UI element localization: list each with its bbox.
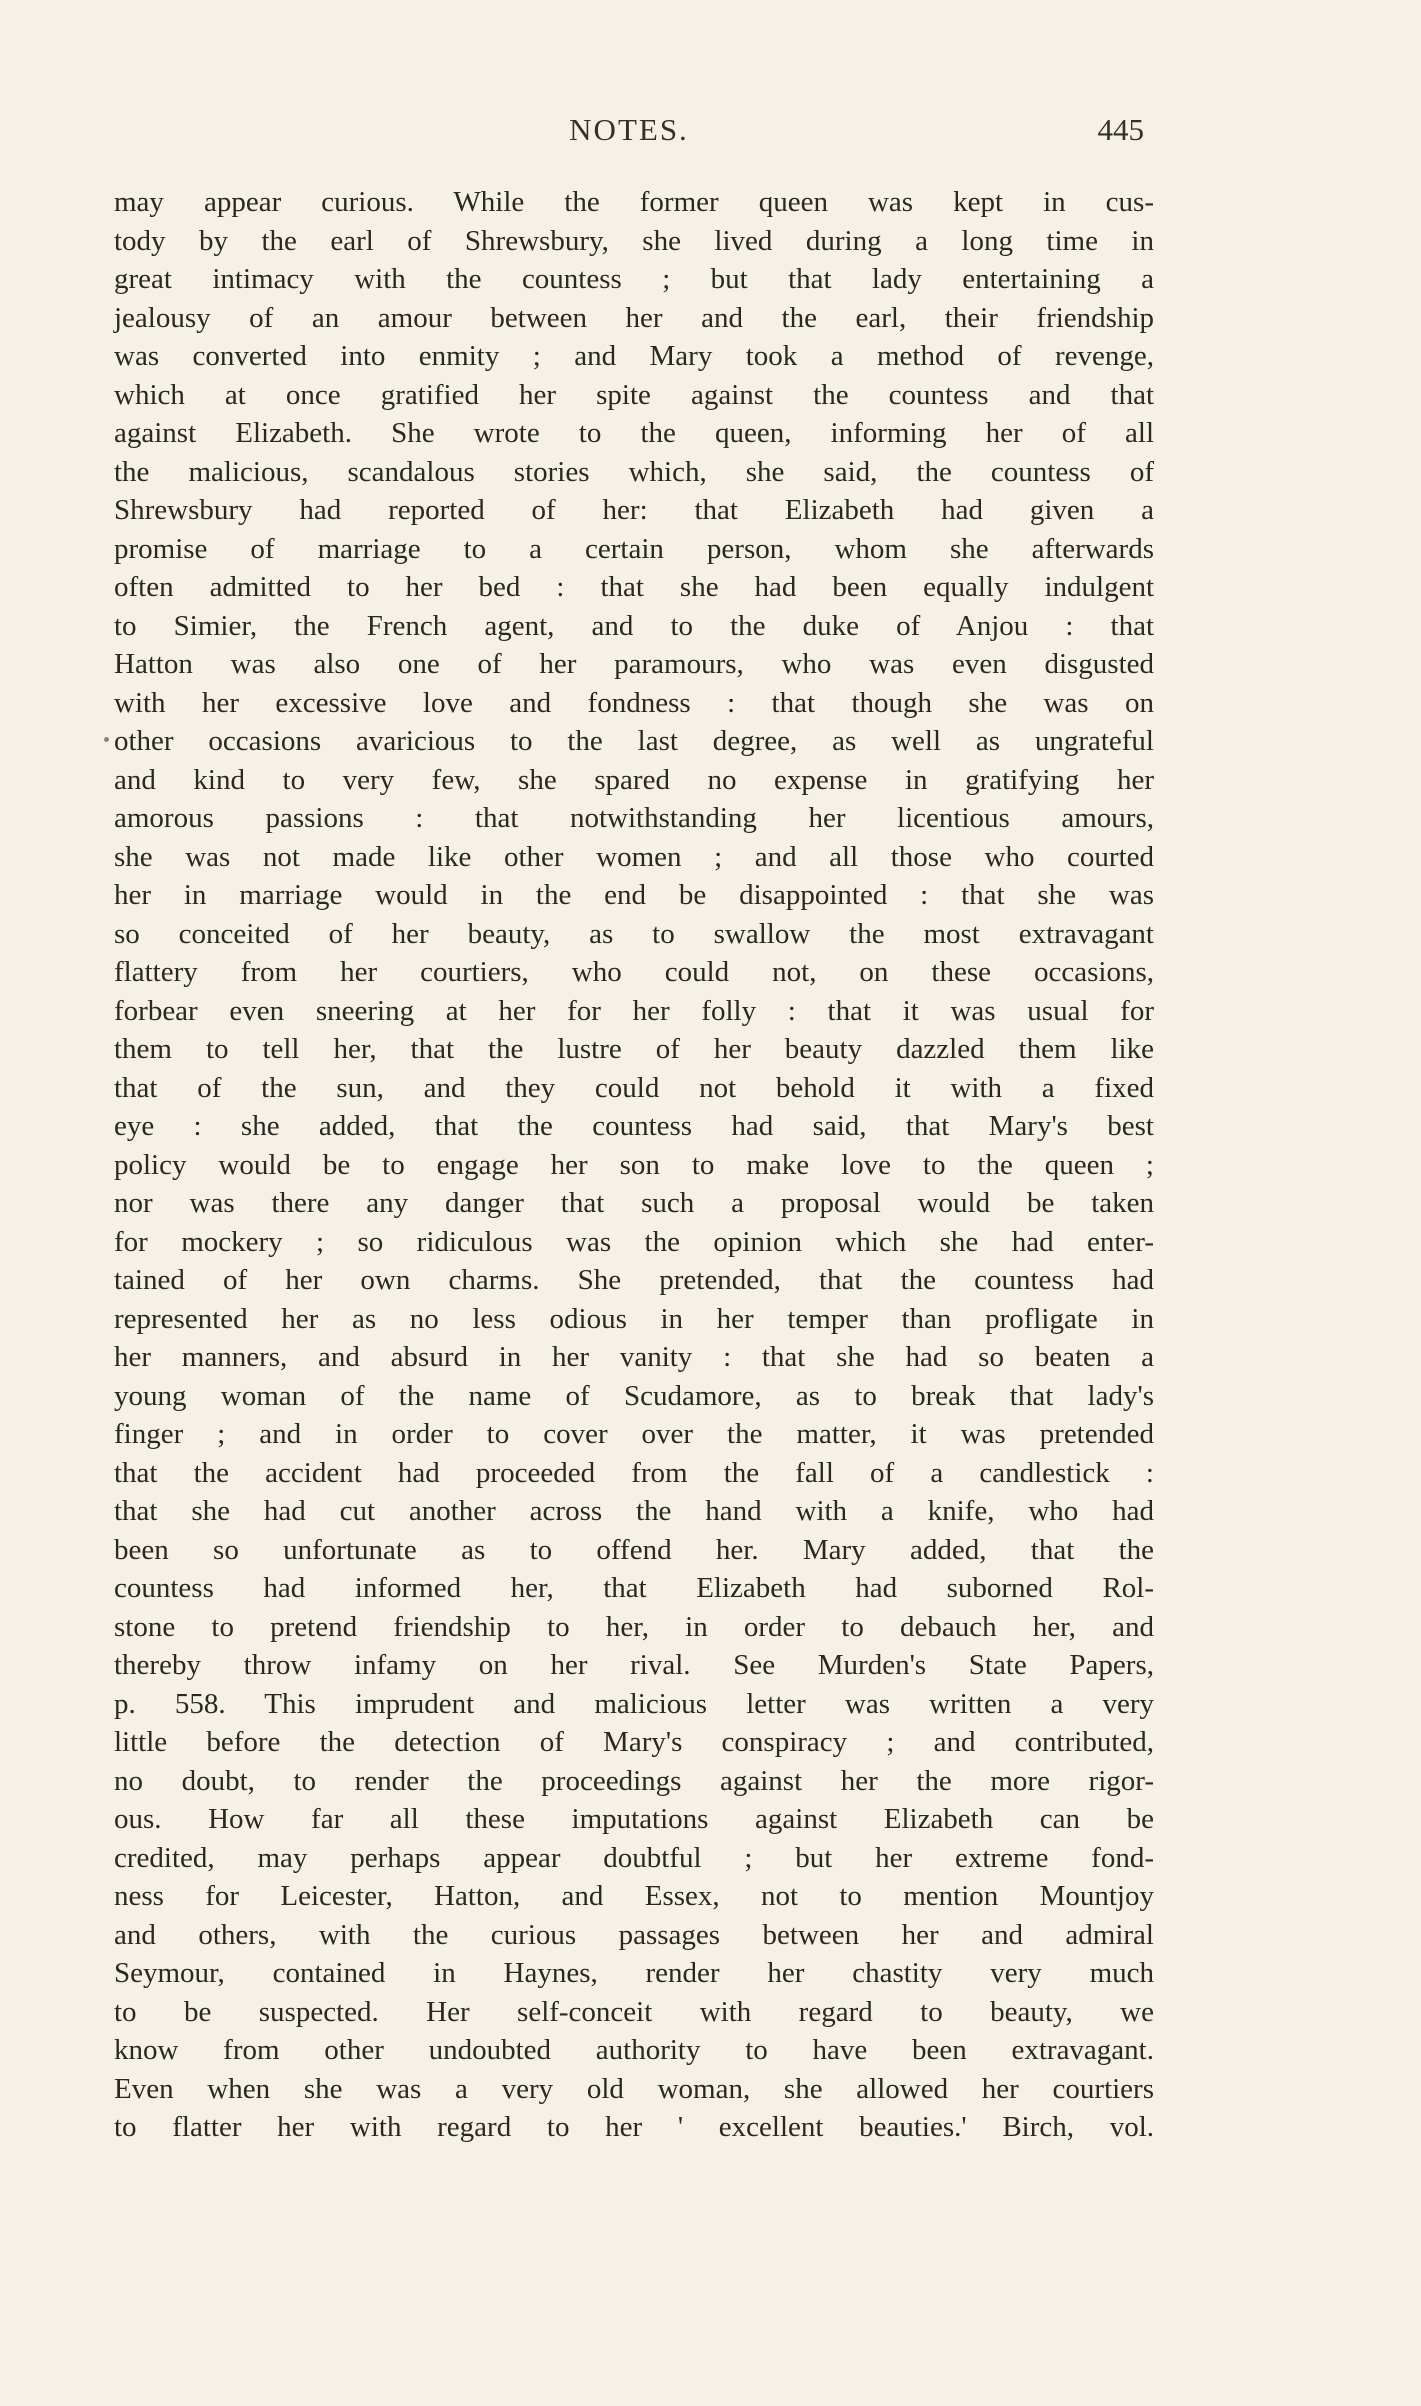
text-line: jealousy of an amour between her and the earl, their friendship [114,301,1154,334]
text-line: Seymour, contained in Haynes, render her chastity very much [114,1957,1154,1989]
text-line: to be suspected. Her self-conceit with regard to beauty, we [114,1995,1154,2028]
text-line: Hatton was also one of her paramours, who was even disgusted [114,648,1154,680]
text-line: other occasions avaricious to the last degree, as well as ungrateful [114,725,1154,757]
text-line: no doubt, to render the proceedings against her the more rigor- [114,1764,1154,1797]
text-line: them to tell her, that the lustre of her beauty dazzled them like [114,1033,1154,1065]
text-line: ous. How far all these imputations against Elizabeth can be [114,1803,1154,1835]
text-line: to flatter her with regard to her ' excellent beauties.' Birch, vol. [114,2111,1154,2143]
text-line: amorous passions : that notwithstanding her licentious amours, [114,802,1154,834]
text-line: represented her as no less odious in her temper than profligate in [114,1302,1154,1335]
text-line: eye : she added, that the countess had said, that Mary's best [114,1110,1154,1142]
text-line: to Simier, the French agent, and to the duke of Anjou : that [114,609,1154,642]
text-line: her in marriage would in the end be disappointed : that she was [114,879,1154,911]
text-line: which at once gratified her spite against the countess and that [114,378,1154,411]
text-line: policy would be to engage her son to make love to the queen ; [114,1148,1154,1181]
text-line: the malicious, scandalous stories which, she said, the countess of [114,455,1154,488]
text-line: may appear curious. While the former queen was kept in cus- [114,186,1154,218]
text-line: great intimacy with the countess ; but that lady entertaining a [114,263,1154,295]
text-line: that the accident had proceeded from the fall of a candlestick : [114,1456,1154,1489]
text-line: promise of marriage to a certain person, whom she afterwards [114,532,1154,565]
text-line: finger ; and in order to cover over the matter, it was pretended [114,1418,1154,1450]
text-line: for mockery ; so ridiculous was the opinion which she had enter- [114,1225,1154,1258]
text-line: Even when she was a very old woman, she allowed her courtiers [114,2072,1154,2105]
text-line: Shrewsbury had reported of her: that Elizabeth had given a [114,494,1154,526]
text-line: countess had informed her, that Elizabeth had suborned Rol- [114,1572,1154,1604]
text-line: and kind to very few, she spared no expense in gratifying her [114,763,1154,796]
text-line: tody by the earl of Shrewsbury, she lived during a long time in [114,224,1154,257]
text-line: forbear even sneering at her for her folly : that it was usual for [114,994,1154,1027]
text-line: young woman of the name of Scudamore, as to break that lady's [114,1379,1154,1412]
text-line: and others, with the curious passages between her and admiral [114,1918,1154,1951]
text-line: often admitted to her bed : that she had been equally indulgent [114,571,1154,603]
text-line: been so unfortunate as to offend her. Mary added, that the [114,1533,1154,1566]
text-line: was converted into enmity ; and Mary took a method of revenge, [114,340,1154,372]
text-line: she was not made like other women ; and all those who courted [114,840,1154,873]
text-line: so conceited of her beauty, as to swallow the most extravagant [114,917,1154,950]
text-line: little before the detection of Mary's conspiracy ; and contributed, [114,1726,1154,1758]
text-line: know from other undoubted authority to have been extravagant. [114,2034,1154,2066]
page-number: 445 [1097,112,1144,147]
text-line: flattery from her courtiers, who could not, on these occasions, [114,956,1154,988]
text-line: that she had cut another across the hand with a knife, who had [114,1495,1154,1527]
text-line: stone to pretend friendship to her, in order to debauch her, and [114,1610,1154,1643]
text-line: that of the sun, and they could not behold it with a fixed [114,1071,1154,1104]
text-line: p. 558. This imprudent and malicious letter was written a very [114,1687,1154,1720]
running-title: NOTES. [569,112,689,147]
text-line: with her excessive love and fondness : that though she was on [114,686,1154,719]
text-line: against Elizabeth. She wrote to the queen, informing her of all [114,417,1154,449]
text-line: her manners, and absurd in her vanity : that she had so beaten a [114,1341,1154,1373]
text-line: thereby throw infamy on her rival. See Murden's State Papers, [114,1649,1154,1681]
note-body-text [114,183,1154,2147]
margin-dot-mark [104,737,109,742]
text-line: nor was there any danger that such a proposal would be taken [114,1187,1154,1219]
running-head [114,112,1144,152]
text-line: credited, may perhaps appear doubtful ; but her extreme fond- [114,1841,1154,1874]
text-line: ness for Leicester, Hatton, and Essex, not to mention Mountjoy [114,1880,1154,1912]
text-line: tained of her own charms. She pretended, that the countess had [114,1264,1154,1296]
